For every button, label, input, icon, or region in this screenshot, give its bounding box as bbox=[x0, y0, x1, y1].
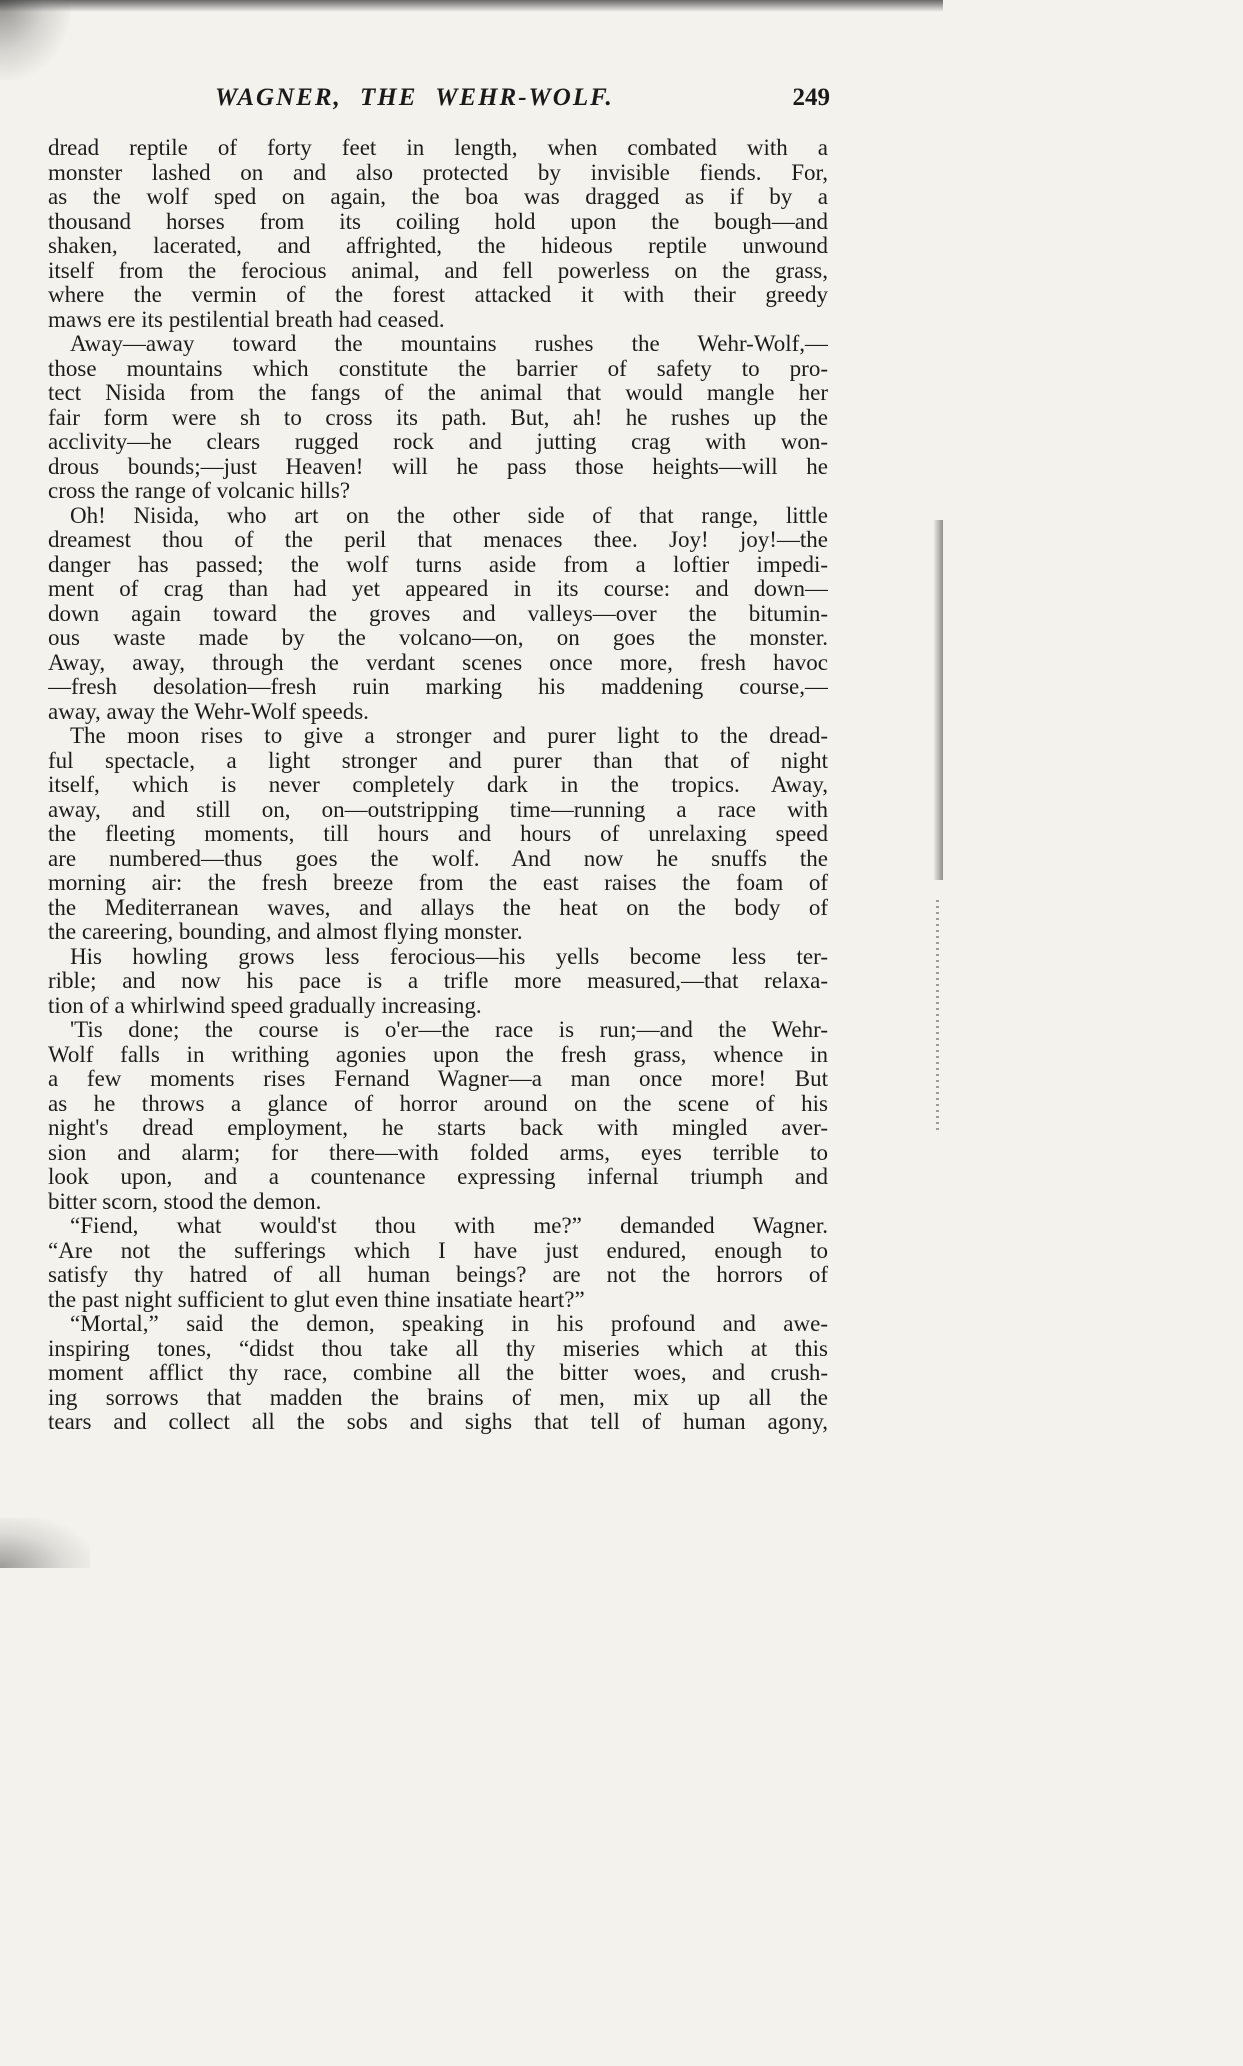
text-line: dreamest thou of the peril that menaces thee. Joy! joy!—the bbox=[48, 528, 828, 552]
scan-corner-stain bbox=[0, 0, 70, 80]
text-line: The moon rises to give a stronger and purer light to the dread- bbox=[70, 724, 828, 748]
text-line: Wolf falls in writhing agonies upon the fresh grass, whence in bbox=[48, 1042, 828, 1067]
text-line: itself from the ferocious animal, and fell powerless on the grass, bbox=[48, 258, 828, 283]
text-line: itself, which is never completely dark in the tropics. Away, bbox=[48, 773, 828, 797]
text-line: —fresh desolation—fresh ruin marking his maddening course,— bbox=[48, 675, 828, 699]
text-line: a few moments rises Fernand Wagner—a man once more! But bbox=[48, 1067, 828, 1091]
text-line: drous bounds;—just Heaven! will he pass those heights—will he bbox=[48, 454, 828, 479]
text-line: fair form were sh to cross its path. But, ah! he rushes up the bbox=[48, 405, 828, 430]
text-line: danger has passed; the wolf turns aside from a loftier impedi- bbox=[48, 552, 828, 577]
text-line: tears and collect all the sobs and sighs that tell of human agony, bbox=[48, 1410, 828, 1434]
text-line: maws ere its pestilential breath had ceased. bbox=[48, 307, 445, 332]
text-line: satisfy thy hatred of all human beings? are not the horrors of bbox=[48, 1263, 828, 1287]
text-line: look upon, and a countenance expressing infernal triumph and bbox=[48, 1165, 828, 1189]
text-line: His howling grows less ferocious—his yells become less ter- bbox=[70, 944, 828, 969]
text-line: as he throws a glance of horror around on the scene of his bbox=[48, 1091, 828, 1116]
text-line: Oh! Nisida, who art on the other side of that range, little bbox=[70, 503, 828, 528]
text-line: Away, away, through the verdant scenes once more, fresh havoc bbox=[48, 650, 828, 675]
text-line: “Mortal,” said the demon, speaking in his profound and awe- bbox=[70, 1312, 828, 1336]
text-line: inspiring tones, “didst thou take all thy miseries which at this bbox=[48, 1336, 828, 1361]
text-line: are numbered—thus goes the wolf. And now he snuffs the bbox=[48, 846, 828, 871]
text-line: where the vermin of the forest attacked it with their greedy bbox=[48, 283, 828, 307]
text-line: night's dread employment, he starts back with mingled aver- bbox=[48, 1116, 828, 1140]
text-line: acclivity—he clears rugged rock and jutting crag with won- bbox=[48, 430, 828, 454]
text-line: those mountains which constitute the barrier of safety to pro- bbox=[48, 356, 828, 381]
text-line: “Are not the sufferings which I have just endured, enough to bbox=[48, 1238, 828, 1263]
text-line: “Fiend, what would'st thou with me?” demanded Wagner. bbox=[70, 1214, 828, 1238]
text-line: ment of crag than had yet appeared in its course: and down— bbox=[48, 577, 828, 601]
text-line: cross the range of volcanic hills? bbox=[48, 479, 351, 503]
text-line: away, away the Wehr-Wolf speeds. bbox=[48, 699, 369, 724]
text-line: sion and alarm; for there—with folded arms, eyes terrible to bbox=[48, 1140, 828, 1165]
text-line: thousand horses from its coiling hold upon the bough—and bbox=[48, 209, 828, 234]
text-line: the fleeting moments, till hours and hours of unrelaxing speed bbox=[48, 822, 828, 846]
page-number: 249 bbox=[792, 84, 830, 111]
scan-edge-shadow bbox=[933, 520, 943, 880]
running-head bbox=[215, 84, 830, 124]
text-line: moment afflict thy race, combine all the bitter woes, and crush- bbox=[48, 1361, 828, 1385]
text-line: ful spectacle, a light stronger and purer than that of night bbox=[48, 748, 828, 773]
text-line: the past night sufficient to glut even thine insatiate heart?” bbox=[48, 1287, 585, 1312]
text-line: down again toward the groves and valleys—over the bitumin- bbox=[48, 601, 828, 626]
text-line: morning air: the fresh breeze from the east raises the foam of bbox=[48, 871, 828, 895]
running-title: WAGNER, THE WEHR-WOLF. bbox=[215, 84, 614, 111]
text-line: 'Tis done; the course is o'er—the race is run;—and the Wehr- bbox=[70, 1018, 828, 1042]
text-line: away, and still on, on—outstripping time—running a race with bbox=[48, 797, 828, 822]
text-line: bitter scorn, stood the demon. bbox=[48, 1189, 322, 1214]
scan-edge-speckle bbox=[936, 900, 939, 1130]
text-line: ous waste made by the volcano—on, on goes the monster. bbox=[48, 626, 828, 650]
body-text bbox=[48, 136, 828, 1435]
text-line: monster lashed on and also protected by invisible fiends. For, bbox=[48, 160, 828, 185]
text-line: Away—away toward the mountains rushes the Wehr-Wolf,— bbox=[70, 332, 828, 356]
text-line: the careering, bounding, and almost flying monster. bbox=[48, 920, 523, 944]
scan-corner-stain bbox=[0, 1518, 90, 1568]
text-line: tion of a whirlwind speed gradually increasing. bbox=[48, 993, 482, 1018]
text-line: shaken, lacerated, and affrighted, the hideous reptile unwound bbox=[48, 234, 828, 258]
text-line: rible; and now his pace is a trifle more measured,—that relaxa- bbox=[48, 969, 828, 993]
text-line: as the wolf sped on again, the boa was dragged as if by a bbox=[48, 185, 828, 209]
text-line: tect Nisida from the fangs of the animal that would mangle her bbox=[48, 381, 828, 405]
text-line: dread reptile of forty feet in length, when combated with a bbox=[48, 136, 828, 160]
scan-edge-shadow bbox=[0, 0, 943, 12]
text-line: ing sorrows that madden the brains of men, mix up all the bbox=[48, 1385, 828, 1410]
text-line: the Mediterranean waves, and allays the heat on the body of bbox=[48, 895, 828, 920]
